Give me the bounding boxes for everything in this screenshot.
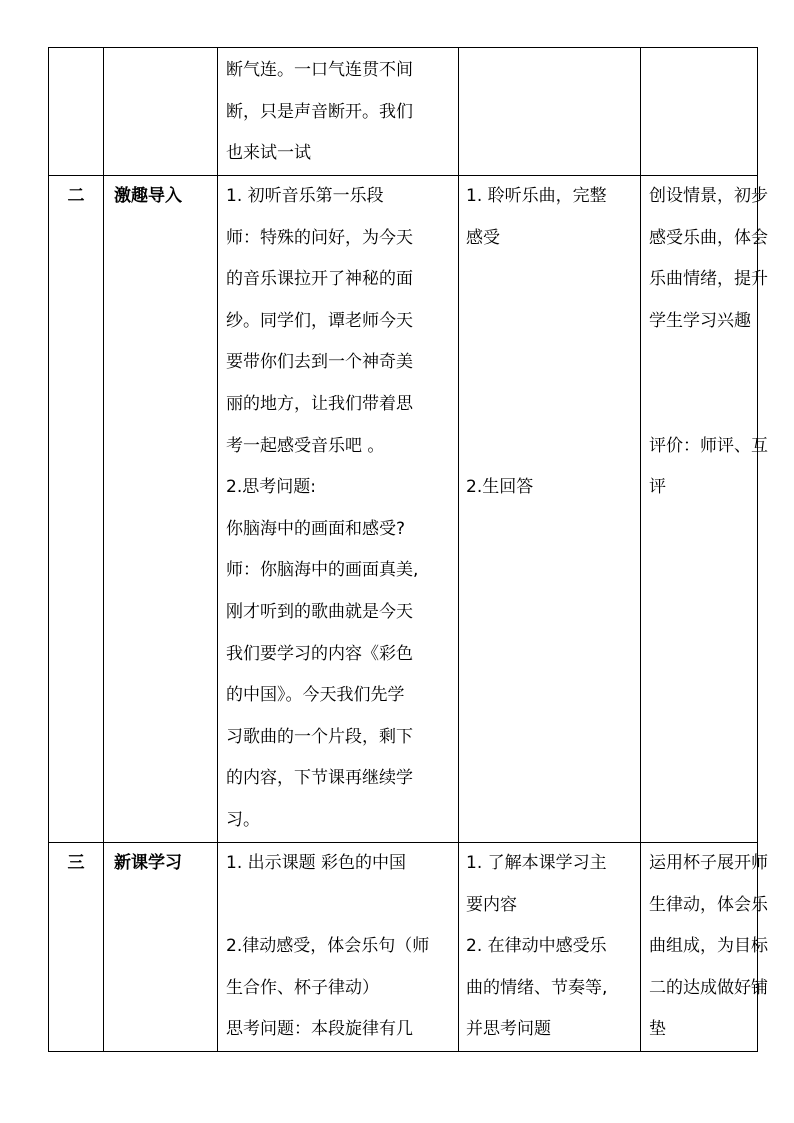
teacher-line: 的中国》。今天我们先学 [226,685,405,706]
step-title-cell [104,48,218,176]
teacher-line: 考一起感受音乐吧 。 [226,435,385,456]
teacher-line: 丽的地方，让我们带着思 [226,393,413,414]
lesson-plan-table [48,47,768,1052]
intent-line: 曲组成，为目标 [649,936,768,957]
teacher-line: 我们要学习的内容《彩色 [226,643,413,664]
design-intent-cell [641,176,768,843]
teacher-line: 刚才听到的歌曲就是今天 [226,601,413,622]
intent-line: 垫 [649,1019,666,1040]
teacher-line: 你脑海中的画面和感受? [226,518,406,539]
student-line: 1. 了解本课学习主 [466,853,607,873]
step-title-cell: 新课学习 [104,843,218,1052]
teacher-line: 的内容，下节课再继续学 [226,768,413,789]
teacher-line: 习。 [226,809,260,830]
teacher-line: 师：特殊的问好，为今天 [226,227,413,248]
intent-line: 学生学习兴趣 [649,310,751,331]
teacher-line: 师：你脑海中的画面真美, [226,560,419,581]
table-row [49,843,758,1052]
teacher-activity-cell [218,843,459,1052]
teacher-line: 的音乐课拉开了神秘的面 [226,269,413,290]
design-intent-cell [641,48,758,176]
teacher-line: 思考问题：本段旋律有几 [226,1019,413,1040]
evaluation-line: 评价：师评、互 [649,435,768,456]
teacher-line: 2.律动感受，体会乐句（师 [226,936,430,957]
intent-line: 感受乐曲，体会 [649,227,768,248]
teacher-line: 也来试一试 [226,143,311,164]
student-activity-cell [459,176,641,843]
teacher-activity-cell [218,176,459,843]
teacher-line: 断气连。一口气连贯不间 [226,60,413,80]
teacher-line: 1. 出示课题 彩色的中国 [226,853,407,873]
student-line: 要内容 [466,894,517,915]
intent-line: 运用杯子展开师 [649,853,768,873]
intent-line: 生律动，体会乐 [649,894,768,915]
step-title-cell: 激趣导入 [104,176,218,843]
evaluation-line: 评 [649,477,666,498]
student-line: 感受 [466,227,500,248]
teacher-line: 要带你们去到一个神奇美 [226,352,413,373]
student-line: 并思考问题 [466,1019,551,1040]
step-number-cell: 二 [49,176,104,843]
design-intent-cell [641,843,768,1052]
student-line: 1. 聆听乐曲，完整 [466,186,607,206]
student-activity-cell [459,48,641,176]
student-activity-cell [459,843,641,1052]
teacher-activity-cell [218,48,459,176]
student-line: 2. 在律动中感受乐 [466,936,607,957]
student-line: 曲的情绪、节奏等, [466,977,608,998]
intent-line: 二的达成做好铺 [649,977,768,998]
step-number-cell [49,48,104,176]
step-number-cell: 三 [49,843,104,1052]
intent-line: 乐曲情绪，提升 [649,269,768,290]
table-row [49,176,758,843]
teacher-line: 习歌曲的一个片段，剩下 [226,726,413,747]
teacher-line: 1. 初听音乐第一乐段 [226,186,384,206]
teacher-line: 生合作、杯子律动） [226,977,379,998]
intent-line: 创设情景，初步 [649,186,768,206]
teacher-line: 断，只是声音断开。我们 [226,101,413,122]
student-line: 2.生回答 [466,477,534,498]
teacher-line: 纱。同学们，谭老师今天 [226,310,413,331]
teacher-line: 2.思考问题: [226,477,316,498]
table-row [49,48,758,176]
